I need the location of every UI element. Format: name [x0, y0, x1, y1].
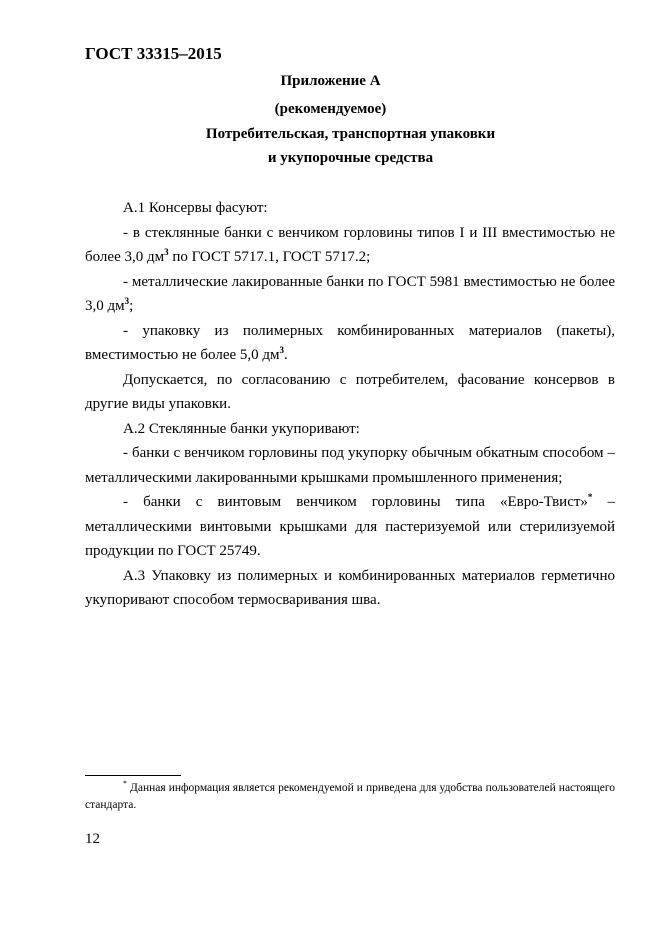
paragraph-a2-item1: - банки с венчиком горловины под укупорку обычным обкатным способом – металлическими лакированными крышками промышленного применения; — [85, 445, 615, 486]
paragraph-a2-item2 — [85, 490, 615, 564]
footnote-mark: * — [123, 779, 127, 788]
superscript: 3 — [279, 345, 285, 355]
text-span: по ГОСТ 5717.1, ГОСТ 5717.2; — [168, 249, 371, 265]
page-number: 12 — [85, 831, 100, 847]
footnote-reference: * — [587, 492, 593, 502]
paragraph-a1-item2 — [85, 270, 615, 319]
appendix-heading-line2: и укупорочные средства — [267, 150, 434, 166]
text-span: - в стеклянные банки с венчиком горловины типов I и III вместимостью не более 3,0 дм — [85, 224, 615, 265]
superscript: 3 — [124, 296, 130, 306]
appendix-title: Приложение А — [280, 73, 381, 89]
paragraph-a2-intro: А.2 Стеклянные банки укупоривают: — [123, 420, 360, 437]
paragraph-a1-note: Допускается, по согласованию с потребителем, фасование консервов в другие виды упаковки. — [85, 371, 615, 412]
superscript: 3 — [164, 247, 169, 257]
footnote-text: Данная информация является рекомендуемой и приведена для удобства пользователей настоящего стандарта. — [85, 782, 615, 811]
text-span: - банки с винтовым венчиком горловины типа «Евро-Твист» — [123, 494, 588, 510]
paragraph-a3: А.3 Упаковку из полимерных и комбинированных материалов герметично укупоривают способом термосваривания шва. — [85, 567, 615, 608]
text-span: - упаковку из полимерных комбинированных материалов (пакеты), вместимостью не более 5,0 дм — [85, 322, 615, 363]
footnote-separator — [85, 775, 181, 776]
paragraph-a1-item1 — [85, 221, 615, 270]
footnote — [85, 780, 615, 814]
paragraph-a1-item3 — [85, 319, 615, 368]
text-span: ; — [129, 298, 134, 314]
body-text — [85, 196, 615, 613]
appendix-heading-line1: Потребительская, транспортная упаковки — [205, 126, 496, 142]
text-span: – металлическими винтовыми крышками для пастеризуемой или стерилизуемой продукции по ГОСТ 25749. — [85, 494, 615, 559]
text-span: . — [284, 347, 288, 363]
paragraph-a1-intro: А.1 Консервы фасуют: — [123, 200, 268, 216]
appendix-status: (рекомендуемое) — [274, 101, 387, 117]
document-code-header: ГОСТ 33315–2015 — [85, 44, 222, 63]
text-span: - металлические лакированные банки по ГОСТ 5981 вместимостью не более 3,0 дм — [85, 273, 615, 314]
